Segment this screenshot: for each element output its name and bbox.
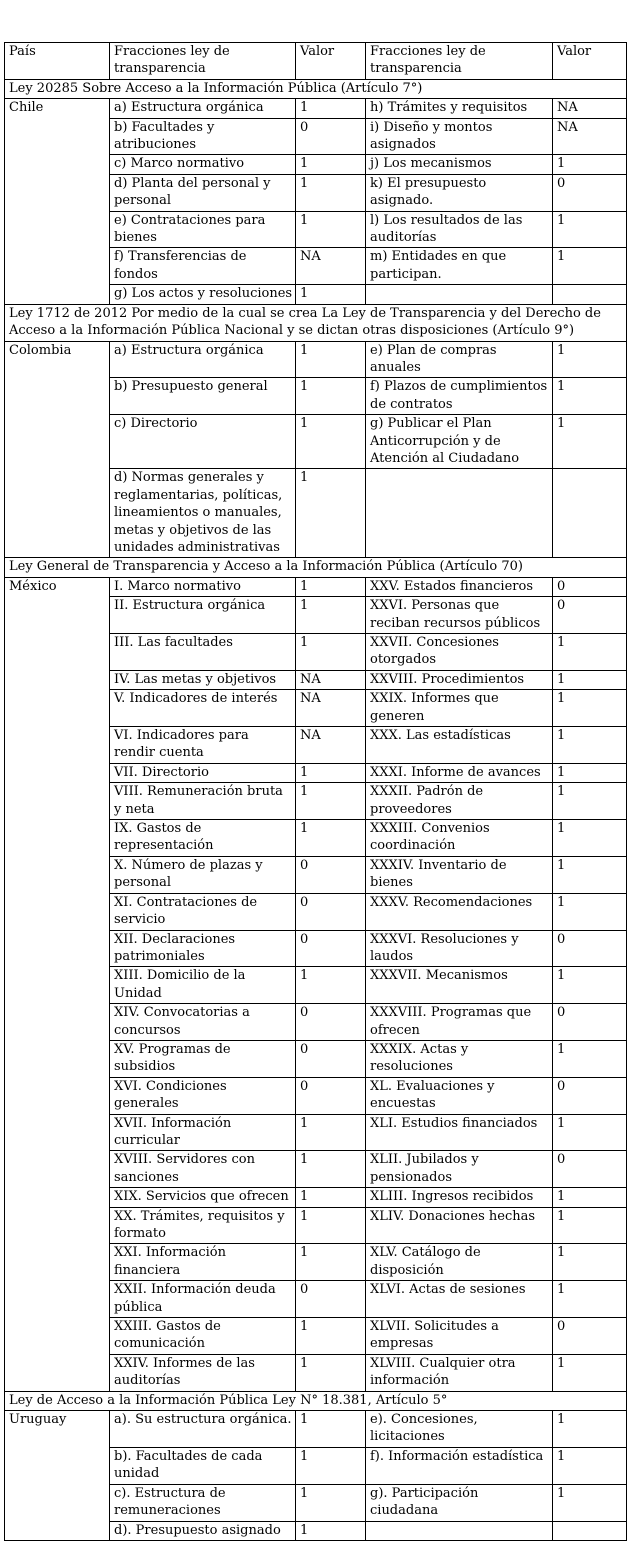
fraction-right-cell: XXX. Las estadísticas xyxy=(366,727,553,764)
fraction-left-cell: g) Los actos y resoluciones xyxy=(110,285,296,304)
fraction-left-cell: a) Estructura orgánica xyxy=(110,99,296,118)
section-row xyxy=(5,304,627,341)
fraction-right-cell: XXXIII. Convenios coordinación xyxy=(366,820,553,857)
value-right-cell: 1 xyxy=(553,1484,627,1521)
table-row xyxy=(5,577,627,596)
fraction-left-cell: a). Su estructura orgánica. xyxy=(110,1411,296,1448)
transparency-fractions-table xyxy=(4,42,627,1541)
fraction-left-cell: d). Presupuesto asignado xyxy=(110,1521,296,1540)
fraction-right-cell: k) El presupuesto asignado. xyxy=(366,174,553,211)
value-left-cell: 1 xyxy=(296,211,366,248)
fraction-right-cell: XXXI. Informe de avances xyxy=(366,763,553,782)
fraction-left-cell: c). Estructura de remuneraciones xyxy=(110,1484,296,1521)
fraction-right-cell: XXXVIII. Programas que ofrecen xyxy=(366,1004,553,1041)
value-left-cell: 1 xyxy=(296,1207,366,1244)
fraction-left-cell: c) Marco normativo xyxy=(110,155,296,174)
fraction-left-cell: d) Normas generales y reglamentarias, políticas, lineamientos o manuales, metas y objetivos de las unidades administrativas xyxy=(110,469,296,558)
value-right-cell: 1 xyxy=(553,634,627,671)
value-right-cell: 1 xyxy=(553,341,627,378)
value-left-cell: 1 xyxy=(296,469,366,558)
value-right-cell: 0 xyxy=(553,577,627,596)
value-left-cell: 1 xyxy=(296,174,366,211)
value-right-cell: 0 xyxy=(553,174,627,211)
value-left-cell: 1 xyxy=(296,155,366,174)
value-left-cell: NA xyxy=(296,670,366,689)
table-header xyxy=(5,43,627,80)
table-body xyxy=(5,79,627,1540)
value-left-cell: 1 xyxy=(296,1151,366,1188)
value-right-cell: 1 xyxy=(553,763,627,782)
fraction-left-cell: XVII. Información curricular xyxy=(110,1114,296,1151)
value-left-cell: 1 xyxy=(296,1188,366,1207)
value-right-cell: 1 xyxy=(553,1354,627,1391)
fraction-left-cell: XXIV. Informes de las auditorías xyxy=(110,1354,296,1391)
fraction-left-cell: III. Las facultades xyxy=(110,634,296,671)
fraction-right-cell: g) Publicar el Plan Anticorrupción y de Atención al Ciudadano xyxy=(366,415,553,469)
fraction-left-cell: e) Contrataciones para bienes xyxy=(110,211,296,248)
fraction-left-cell: X. Número de plazas y personal xyxy=(110,856,296,893)
table-row xyxy=(5,99,627,118)
value-left-cell: 1 xyxy=(296,763,366,782)
section-row xyxy=(5,79,627,98)
header-pais: País xyxy=(5,43,110,80)
value-left-cell: 1 xyxy=(296,341,366,378)
fraction-right-cell: XLIII. Ingresos recibidos xyxy=(366,1188,553,1207)
value-right-cell xyxy=(553,469,627,558)
fraction-right-cell: i) Diseño y montos asignados xyxy=(366,118,553,155)
value-right-cell: 1 xyxy=(553,783,627,820)
fraction-right-cell: XLIV. Donaciones hechas xyxy=(366,1207,553,1244)
fraction-left-cell: XXII. Información deuda pública xyxy=(110,1281,296,1318)
country-cell: Uruguay xyxy=(5,1411,110,1541)
value-left-cell: 1 xyxy=(296,820,366,857)
fraction-left-cell: d) Planta del personal y personal xyxy=(110,174,296,211)
section-law-title: Ley General de Transparencia y Acceso a la Información Pública (Artículo 70) xyxy=(5,558,627,577)
value-left-cell: 0 xyxy=(296,1040,366,1077)
fraction-left-cell: XIII. Domicilio de la Unidad xyxy=(110,967,296,1004)
value-left-cell: 1 xyxy=(296,285,366,304)
value-left-cell: 0 xyxy=(296,1004,366,1041)
fraction-left-cell: I. Marco normativo xyxy=(110,577,296,596)
fraction-left-cell: IX. Gastos de representación xyxy=(110,820,296,857)
value-right-cell: 0 xyxy=(553,597,627,634)
value-left-cell: 1 xyxy=(296,577,366,596)
fraction-right-cell: XXVIII. Procedimientos xyxy=(366,670,553,689)
fraction-left-cell: c) Directorio xyxy=(110,415,296,469)
value-right-cell: 1 xyxy=(553,820,627,857)
fraction-right-cell: XXXVI. Resoluciones y laudos xyxy=(366,930,553,967)
value-right-cell: 1 xyxy=(553,248,627,285)
fraction-right-cell: XXXIV. Inventario de bienes xyxy=(366,856,553,893)
value-left-cell: 1 xyxy=(296,634,366,671)
header-fracciones-left: Fracciones ley de transparencia xyxy=(110,43,296,80)
fraction-left-cell: VIII. Remuneración bruta y neta xyxy=(110,783,296,820)
value-right-cell: 1 xyxy=(553,1040,627,1077)
value-left-cell: 0 xyxy=(296,930,366,967)
country-cell: Colombia xyxy=(5,341,110,558)
value-right-cell: 1 xyxy=(553,690,627,727)
fraction-right-cell: g). Participación ciudadana xyxy=(366,1484,553,1521)
table-row xyxy=(5,1411,627,1448)
fraction-left-cell: a) Estructura orgánica xyxy=(110,341,296,378)
fraction-right-cell: XXV. Estados financieros xyxy=(366,577,553,596)
value-left-cell: 1 xyxy=(296,1447,366,1484)
header-valor-left: Valor xyxy=(296,43,366,80)
fraction-left-cell: IV. Las metas y objetivos xyxy=(110,670,296,689)
fraction-right-cell: e) Plan de compras anuales xyxy=(366,341,553,378)
fraction-right-cell: XXXVII. Mecanismos xyxy=(366,967,553,1004)
fraction-left-cell: XVI. Condiciones generales xyxy=(110,1077,296,1114)
value-right-cell: 0 xyxy=(553,1151,627,1188)
value-right-cell: 1 xyxy=(553,1114,627,1151)
fraction-right-cell: XLII. Jubilados y pensionados xyxy=(366,1151,553,1188)
value-right-cell xyxy=(553,1521,627,1540)
fraction-left-cell: II. Estructura orgánica xyxy=(110,597,296,634)
fraction-right-cell: XXXIX. Actas y resoluciones xyxy=(366,1040,553,1077)
value-left-cell: 1 xyxy=(296,378,366,415)
value-left-cell: 1 xyxy=(296,967,366,1004)
fraction-right-cell: XXXII. Padrón de proveedores xyxy=(366,783,553,820)
value-right-cell: 1 xyxy=(553,1411,627,1448)
value-right-cell: 1 xyxy=(553,893,627,930)
value-right-cell: NA xyxy=(553,99,627,118)
fraction-left-cell: XX. Trámites, requisitos y formato xyxy=(110,1207,296,1244)
section-law-title: Ley 20285 Sobre Acceso a la Información Pública (Artículo 7°) xyxy=(5,79,627,98)
fraction-left-cell: VII. Directorio xyxy=(110,763,296,782)
value-right-cell: 0 xyxy=(553,1077,627,1114)
value-left-cell: 0 xyxy=(296,118,366,155)
fraction-right-cell: XXVI. Personas que reciban recursos públicos xyxy=(366,597,553,634)
value-right-cell: 1 xyxy=(553,1207,627,1244)
value-left-cell: 1 xyxy=(296,1114,366,1151)
fraction-left-cell: f) Transferencias de fondos xyxy=(110,248,296,285)
fraction-right-cell: XLV. Catálogo de disposición xyxy=(366,1244,553,1281)
value-right-cell: 1 xyxy=(553,727,627,764)
value-right-cell: 0 xyxy=(553,1004,627,1041)
fraction-right-cell: e). Concesiones, licitaciones xyxy=(366,1411,553,1448)
fraction-left-cell: XIV. Convocatorias a concursos xyxy=(110,1004,296,1041)
fraction-left-cell: XIX. Servicios que ofrecen xyxy=(110,1188,296,1207)
value-right-cell: 0 xyxy=(553,1318,627,1355)
value-right-cell: 1 xyxy=(553,1447,627,1484)
value-right-cell: 1 xyxy=(553,415,627,469)
value-left-cell: 1 xyxy=(296,1521,366,1540)
fraction-right-cell: f) Plazos de cumplimientos de contratos xyxy=(366,378,553,415)
value-left-cell: 1 xyxy=(296,1484,366,1521)
table-row xyxy=(5,341,627,378)
fraction-left-cell: XVIII. Servidores con sanciones xyxy=(110,1151,296,1188)
value-right-cell: 1 xyxy=(553,1244,627,1281)
header-row xyxy=(5,43,627,80)
fraction-right-cell: XXXV. Recomendaciones xyxy=(366,893,553,930)
value-right-cell: 1 xyxy=(553,1188,627,1207)
fraction-right-cell: XXIX. Informes que generen xyxy=(366,690,553,727)
section-row xyxy=(5,558,627,577)
value-left-cell: 0 xyxy=(296,856,366,893)
value-left-cell: 1 xyxy=(296,99,366,118)
fraction-left-cell: b) Presupuesto general xyxy=(110,378,296,415)
fraction-right-cell: XXVII. Concesiones otorgados xyxy=(366,634,553,671)
fraction-left-cell: XV. Programas de subsidios xyxy=(110,1040,296,1077)
value-right-cell: 1 xyxy=(553,670,627,689)
fraction-left-cell: VI. Indicadores para rendir cuenta xyxy=(110,727,296,764)
fraction-right-cell: f). Información estadística xyxy=(366,1447,553,1484)
value-right-cell: 1 xyxy=(553,967,627,1004)
fraction-right-cell: XL. Evaluaciones y encuestas xyxy=(366,1077,553,1114)
value-right-cell: 1 xyxy=(553,856,627,893)
value-left-cell: 1 xyxy=(296,783,366,820)
fraction-right-cell: l) Los resultados de las auditorías xyxy=(366,211,553,248)
header-valor-right: Valor xyxy=(553,43,627,80)
fraction-left-cell: XII. Declaraciones patrimoniales xyxy=(110,930,296,967)
value-left-cell: 1 xyxy=(296,1411,366,1448)
value-right-cell: 1 xyxy=(553,155,627,174)
fraction-right-cell: XLI. Estudios financiados xyxy=(366,1114,553,1151)
value-left-cell: 1 xyxy=(296,597,366,634)
country-cell: México xyxy=(5,577,110,1391)
value-right-cell: 1 xyxy=(553,211,627,248)
fraction-right-cell: XLVI. Actas de sesiones xyxy=(366,1281,553,1318)
section-law-title: Ley 1712 de 2012 Por medio de la cual se crea La Ley de Transparencia y del Derecho de Acceso a la Información Pública Nacional y se dictan otras disposiciones (Artículo 9°) xyxy=(5,304,627,341)
fraction-right-cell: j) Los mecanismos xyxy=(366,155,553,174)
fraction-left-cell: XXIII. Gastos de comunicación xyxy=(110,1318,296,1355)
value-left-cell: 0 xyxy=(296,1077,366,1114)
fraction-right-cell xyxy=(366,285,553,304)
fraction-right-cell: h) Trámites y requisitos xyxy=(366,99,553,118)
fraction-right-cell xyxy=(366,1521,553,1540)
value-left-cell: NA xyxy=(296,690,366,727)
fraction-right-cell: XLVIII. Cualquier otra información xyxy=(366,1354,553,1391)
value-left-cell: NA xyxy=(296,727,366,764)
value-left-cell: 1 xyxy=(296,1354,366,1391)
value-right-cell: 0 xyxy=(553,930,627,967)
country-cell: Chile xyxy=(5,99,110,304)
section-row xyxy=(5,1391,627,1410)
fraction-left-cell: V. Indicadores de interés xyxy=(110,690,296,727)
value-right-cell: 1 xyxy=(553,378,627,415)
fraction-left-cell: XI. Contrataciones de servicio xyxy=(110,893,296,930)
section-law-title: Ley de Acceso a la Información Pública Ley N° 18.381, Artículo 5° xyxy=(5,1391,627,1410)
fraction-right-cell: m) Entidades en que participan. xyxy=(366,248,553,285)
value-right-cell: 1 xyxy=(553,1281,627,1318)
fraction-left-cell: b) Facultades y atribuciones xyxy=(110,118,296,155)
value-left-cell: 0 xyxy=(296,1281,366,1318)
fraction-left-cell: b). Facultades de cada unidad xyxy=(110,1447,296,1484)
value-left-cell: 1 xyxy=(296,1244,366,1281)
value-left-cell: 1 xyxy=(296,1318,366,1355)
value-left-cell: 0 xyxy=(296,893,366,930)
fraction-right-cell xyxy=(366,469,553,558)
value-left-cell: NA xyxy=(296,248,366,285)
value-right-cell: NA xyxy=(553,118,627,155)
fraction-right-cell: XLVII. Solicitudes a empresas xyxy=(366,1318,553,1355)
value-right-cell xyxy=(553,285,627,304)
header-fracciones-right: Fracciones ley de transparencia xyxy=(366,43,553,80)
value-left-cell: 1 xyxy=(296,415,366,469)
fraction-left-cell: XXI. Información financiera xyxy=(110,1244,296,1281)
